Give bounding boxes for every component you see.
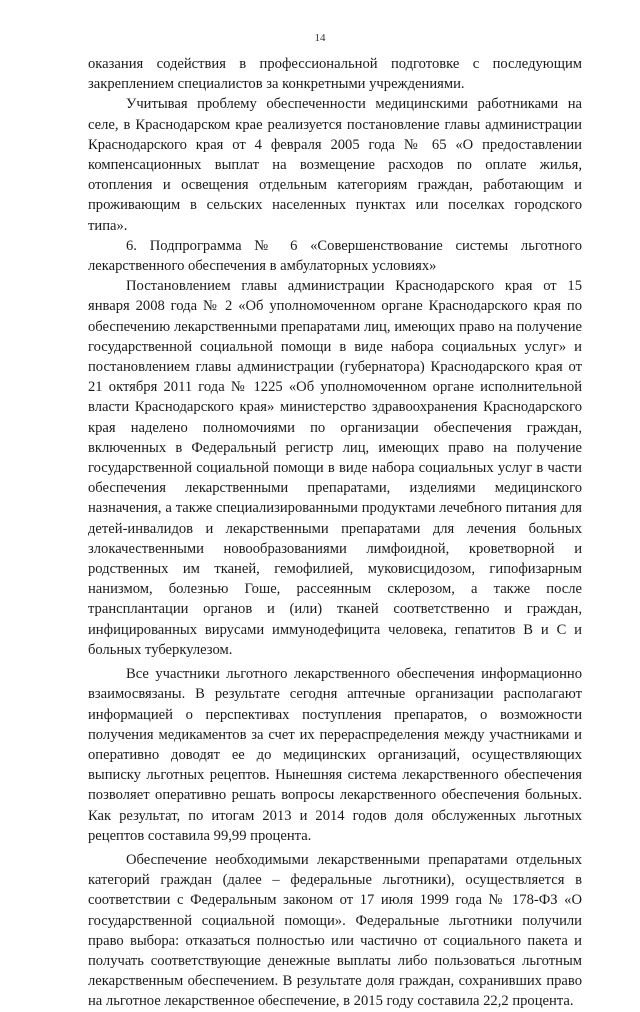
subprogram-heading: 6. Подпрограмма № 6 «Совершенствование системы льготного лекарственного обеспечения в амбулаторных условиях» — [88, 237, 582, 275]
paragraph-rural-staffing: Учитывая проблему обеспеченности медицинскими работниками на селе, в Краснодарском крае реализуется постановление главы администрации Краснодарского края от 4 февраля 2005 года № 65 «О предоставлении компенсационных выплат на возмещение расходов по оплате жилья, отопления и освещения отдельным категориям граждан, работающим и проживающим в сельских населенных пунктах или поселках городского типа». — [88, 96, 582, 234]
paragraph-continuation: оказания содействия в профессиональной подготовке с последующим закреплением специалистов за конкретными учреждениями. — [88, 56, 582, 93]
paragraph-federal-beneficiaries: Обеспечение необходимыми лекарственными препаратами отдельных категорий граждан (далее – федеральные льготники), осуществляется в соответствии с Федеральным законом от 17 июля 1999 года № 178-ФЗ «О государственной социальной помощи». Федеральные льготники получили право выбора: отказаться полностью или частично от социального пакета и получать соответствующие денежные выплаты либо пользоваться льготным лекарственным обеспечением. В результате доля граждан, сохранивших право на льготное лекарственное обеспечение, в 2015 году составила 22,2 процента. — [88, 851, 582, 1010]
paragraph-participants: Все участники льготного лекарственного обеспечения информационно взаимосвязаны. В результате сегодня аптечные организации располагают информацией о перспективах поступления препаратов, о возможности получения медикаментов за счет их перераспределения между участниками и оперативно доводят ее до медицинских организаций, осуществляющих выписку льготных рецептов. Нынешняя система лекарственного обеспечения позволяет оперативно решать вопросы лекарственного обеспечения больных. Как результат, по итогам 2013 и 2014 годов доля обслуженных льготных рецептов составила 99,99 процента. — [88, 666, 582, 844]
page-number: 14 — [314, 32, 326, 44]
paragraph-resolution: Постановлением главы администрации Краснодарского края от 15 января 2008 года № 2 «Об уполномоченном органе Краснодарского края по обеспечению лекарственными препаратами лиц, имеющих право на получение государственной социальной помощи в виде набора социальных услуг» и постановлением главы администрации (губернатора) Краснодарского края от 21 октября 2011 года № 1225 «Об уполномоченном органе исполнительной власти Краснодарского края» министерство здравоохранения Краснодарского края наделено полномочиями по организации обеспечения граждан, включенных в Федеральный регистр лиц, имеющих право на получение государственной социальной помощи в виде набора социальных услуг в части обеспечения лекарственными препаратами, изделиями медицинского назначения, а также специализированными продуктами лечебного питания для детей-инвалидов и лекарственными препаратами для лечения больных злокачественными новообразованиями лимфоидной, кроветворной и родственных им тканей, гемофилией, муковисцидозом, гипофизарным нанизмом, болезнью Гоше, рассеянным склерозом, а также после трансплантации органов и (или) тканей соответственно и граждан, инфицированных вирусами иммунодефицита человека, гепатитов В и С и больных туберкулезом. — [88, 278, 582, 658]
document-body — [88, 54, 582, 1012]
